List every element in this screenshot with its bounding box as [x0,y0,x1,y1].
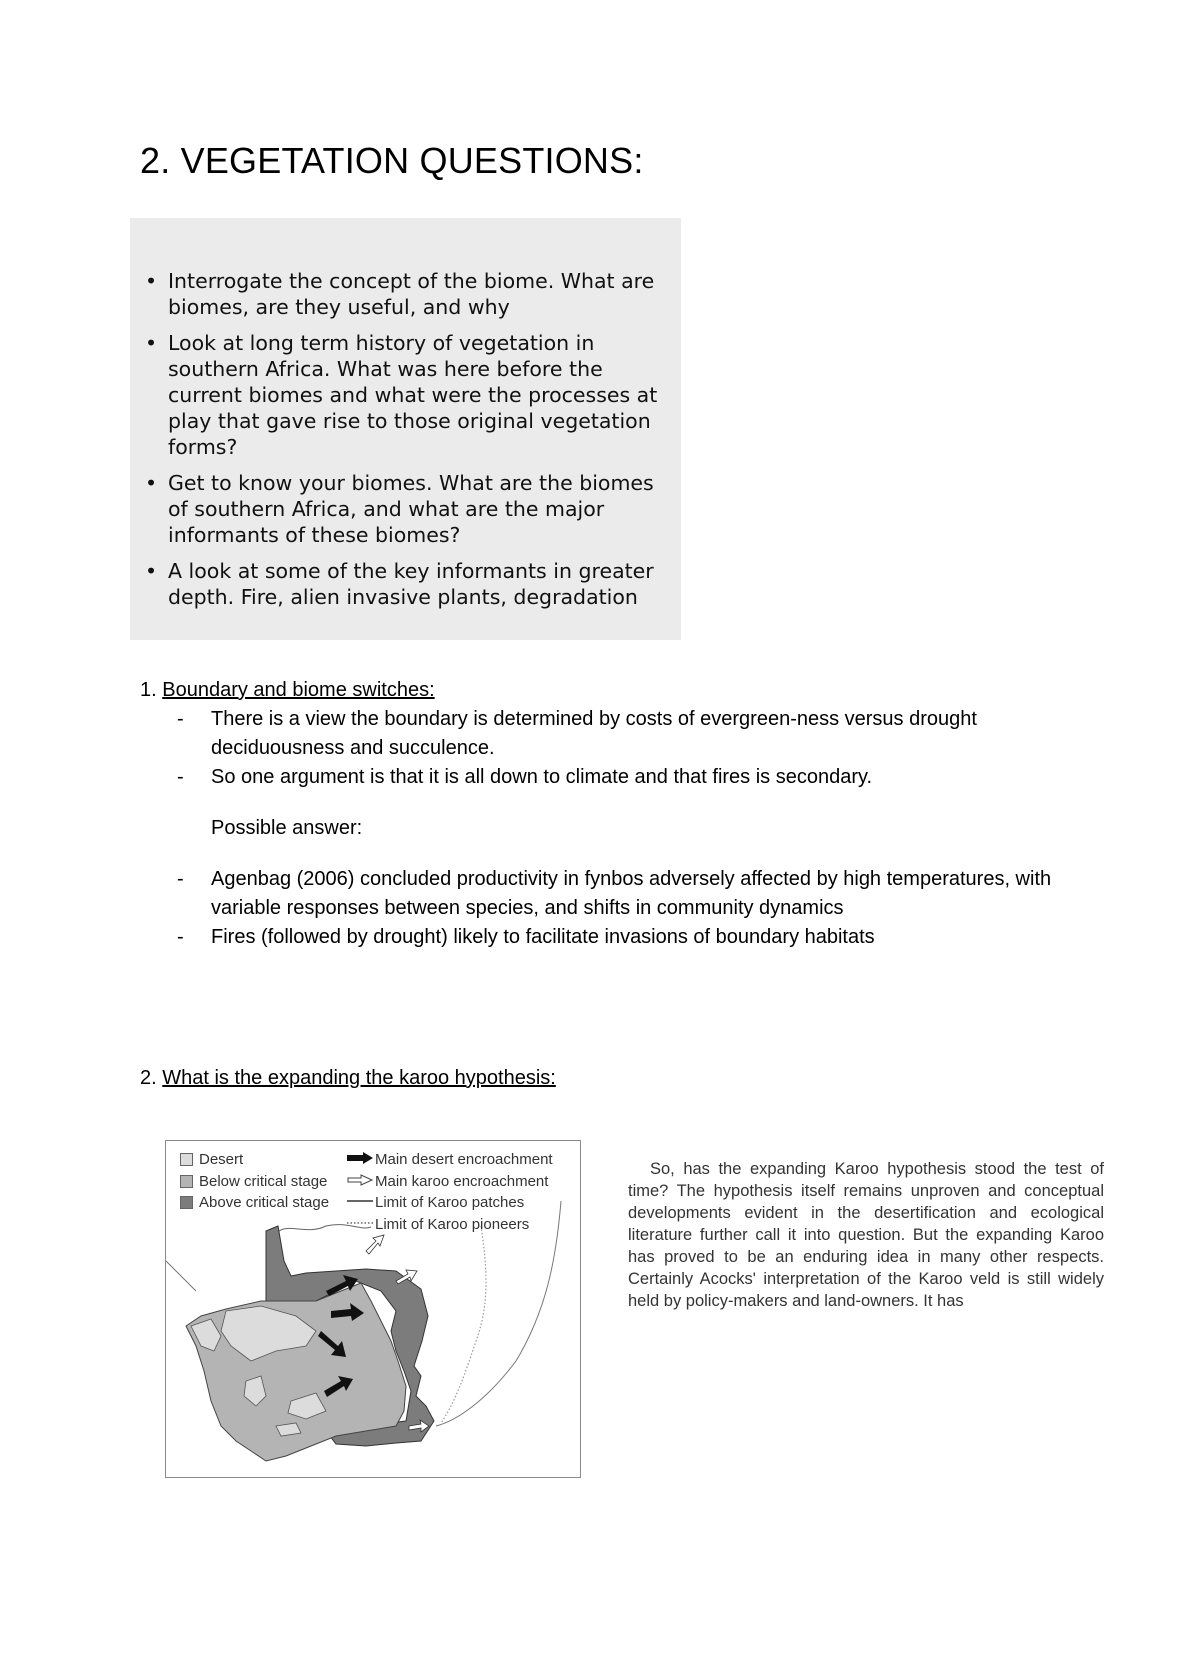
section-boundary-biome-switches [140,676,1111,952]
bullet-icon: • [145,559,158,583]
answer-text: Fires (followed by drought) likely to facilitate invasions of boundary habitats [211,926,875,948]
map-legend-areas [180,1149,329,1214]
section-number: 2. [140,1067,157,1089]
section-title: What is the expanding the karoo hypothesis: [162,1067,556,1089]
slide-bullet-item [140,558,661,610]
dash-icon: - [177,868,184,890]
points-list [140,705,1111,792]
bullet-icon: • [145,471,158,495]
slide-bullet-item [140,268,661,320]
solid-arrow-icon [339,1149,373,1171]
slide-bullet-text: Get to know your biomes. What are the biomes of southern Africa, and what are the major informants of these biomes? [168,471,654,547]
section-number: 1. [140,679,157,701]
legend-item-desert: Desert [180,1149,329,1171]
legend-item-karoo-pioneers: Limit of Karoo pioneers [339,1214,553,1236]
dash-icon: - [177,766,184,788]
slide-bullet-text: Interrogate the concept of the biome. What are biomes, are they useful, and why [168,269,655,319]
answer-text: Agenbag (2006) concluded productivity in fynbos adversely affected by high temperatures, with variable responses between species, and shifts in community dynamics [211,868,1052,919]
page-title: 2. VEGETATION QUESTIONS: [140,140,644,181]
bullet-icon: • [145,269,158,293]
dash-icon: - [177,708,184,730]
slide-bullet-text: A look at some of the key informants in greater depth. Fire, alien invasive plants, degradation [168,559,654,609]
karoo-map-figure [165,1140,581,1478]
bullet-icon: • [145,331,158,355]
answer-item [140,865,1111,923]
desert-swatch-icon [180,1153,193,1166]
karoo-excerpt-text: So, has the expanding Karoo hypothesis stood the test of time? The hypothesis itself remains unproven and conceptual developments evident in the desertification and ecological literature further call it into question. But the expanding Karoo has proved to be an enduring idea in many other respects. Certainly Acocks' interpretation of the Karoo veld is still widely held by policy-makers and land-owners. It has [628,1159,1104,1310]
section-title: Boundary and biome switches: [162,679,435,701]
point-text: There is a view the boundary is determined by costs of evergreen-ness versus drought deciduousness and succulence. [211,708,977,759]
hollow-arrow-icon [339,1171,373,1193]
legend-item-above-critical: Above critical stage [180,1192,329,1214]
legend-item-karoo-patches: Limit of Karoo patches [339,1192,553,1214]
point-item [140,763,1111,792]
point-text: So one argument is that it is all down to climate and that fires is secondary. [211,766,873,788]
legend-item-below-critical: Below critical stage [180,1171,329,1193]
section-expanding-karoo [140,1064,556,1093]
map-legend-lines [339,1149,553,1235]
slide-bullet-text: Look at long term history of vegetation in southern Africa. What was here before the current biomes and what were the processes at play that gave rise to those original vegetation forms? [168,331,658,459]
dash-icon: - [177,926,184,948]
legend-item-karoo-encroachment: Main karoo encroachment [339,1171,553,1193]
slide-bullet-list [140,268,661,610]
legend-item-desert-encroachment: Main desert encroachment [339,1149,553,1171]
possible-answer-label: Possible answer: [211,817,363,839]
above-critical-swatch-icon [180,1196,193,1209]
slide-bullet-item [140,470,661,548]
section-heading [140,676,1111,705]
answers-list [140,865,1111,952]
section-heading [140,1064,556,1093]
slide-image-box [130,218,681,640]
solid-line-icon [339,1192,373,1214]
slide-bullet-item [140,330,661,460]
dotted-line-icon [339,1214,373,1236]
answer-item [140,923,1111,952]
below-critical-swatch-icon [180,1175,193,1188]
point-item [140,705,1111,763]
